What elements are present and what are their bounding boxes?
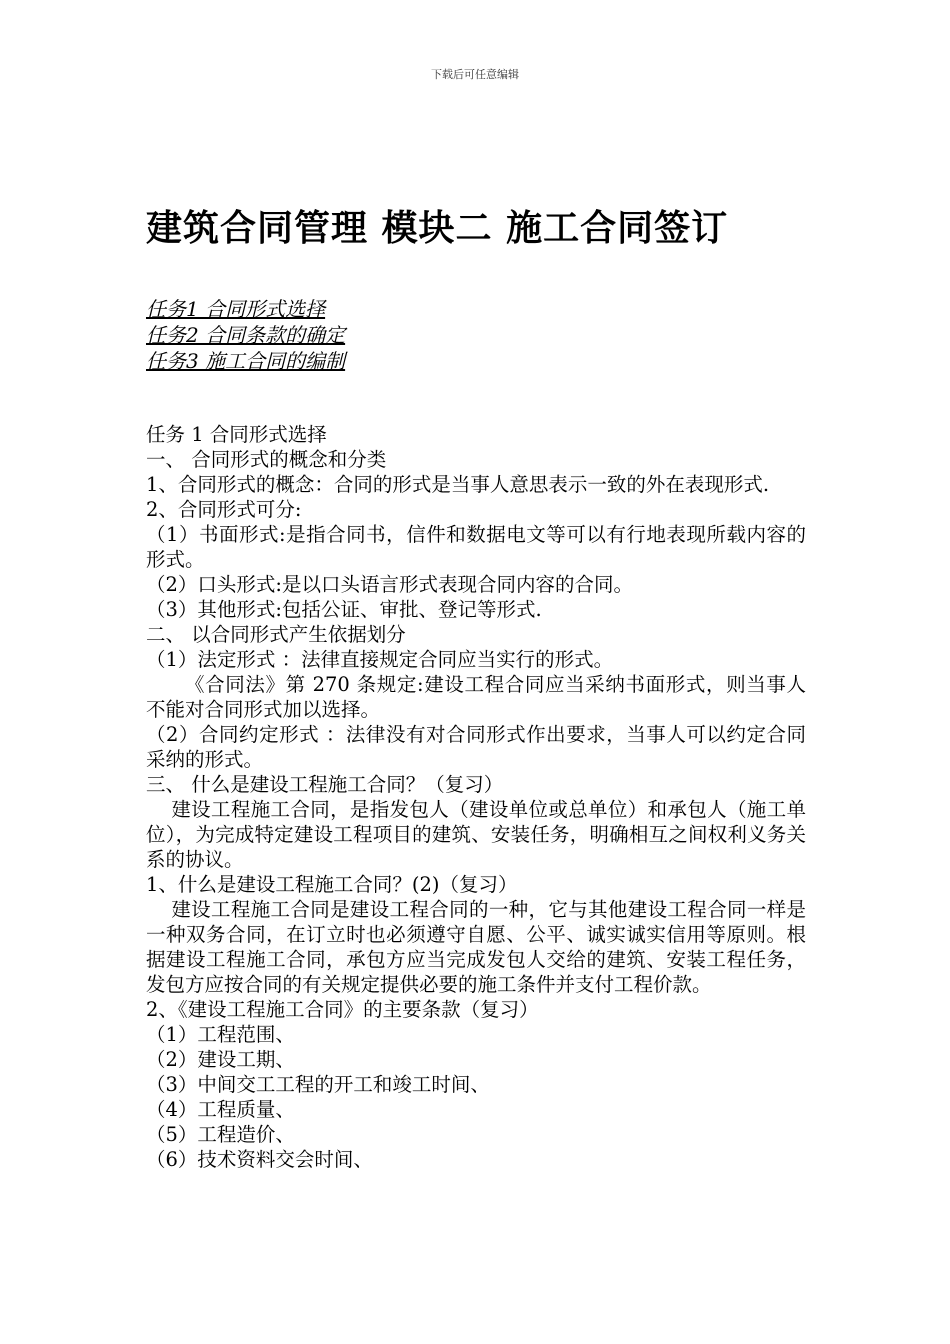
list-item: （1）书面形式:是指合同书，信件和数据电文等可以有行地表现所载内容的形式。 [146,523,806,571]
paragraph: 建设工程施工合同，是指发包人（建设单位或总单位）和承包人（施工单位），为完成特定建设工程项目的建筑、安装任务，明确相互之间权利义务关系的协议。 [146,798,806,871]
list-item: （2）口头形式:是以口头语言形式表现合同内容的合同。 [146,573,633,596]
paragraph: 《合同法》第 270 条规定:建设工程合同应当采纳书面形式，则当事人不能对合同形式加以选择。 [146,673,806,721]
section-heading: 二、 以合同形式产生依据划分 [146,623,406,646]
list-item: （6）技术资料交会时间、 [146,1148,373,1171]
toc-link-task-1[interactable]: 任务1 合同形式选择 [146,297,326,321]
toc-link-task-2[interactable]: 任务2 合同条款的确定 [146,323,346,347]
list-item: （2）合同约定形式 ：法律没有对合同形式作出要求，当事人可以约定合同采纳的形式。 [146,723,806,771]
list-item: （2）建设工期、 [146,1048,295,1071]
list-item: （5）工程造价、 [146,1123,295,1146]
table-of-contents [146,296,345,374]
section-heading: 三、 什么是建设工程施工合同？（复习） [146,773,504,796]
section-heading: 2、《建设工程施工合同》的主要条款（复习） [146,998,539,1021]
list-item: （3）其他形式:包括公证、审批、登记等形式. [146,598,542,621]
section-heading: 一、 合同形式的概念和分类 [146,448,387,471]
list-item: （1）法定形式 ：法律直接规定合同应当实行的形式。 [146,648,614,671]
section-heading: 任务 1 合同形式选择 [146,423,327,446]
list-item: （1）工程范围、 [146,1023,295,1046]
paragraph: 1、合同形式的概念：合同的形式是当事人意思表示一致的外在表现形式. [146,473,770,496]
document-body [146,422,806,1172]
paragraph: 建设工程施工合同是建设工程合同的一种，它与其他建设工程合同一样是一种双务合同，在订立时也必须遵守自愿、公平、诚实诚实信用等原则。根据建设工程施工合同，承包方应当完成发包人交给的建筑、安装工程任务，发包方应按合同的有关规定提供必要的施工条件并支付工程价款。 [146,898,806,996]
document-title: 建筑合同管理 模块二 施工合同签订 [146,208,729,249]
list-item: （3）中间交工工程的开工和竣工时间、 [146,1073,490,1096]
toc-link-task-3[interactable]: 任务3 施工合同的编制 [146,349,346,373]
page-header: 下载后可任意编辑 [431,68,519,81]
list-item: （4）工程质量、 [146,1098,295,1121]
paragraph: 2、合同形式可分: [146,498,302,521]
section-heading: 1、什么是建设工程施工合同？(2)（复习） [146,873,518,896]
